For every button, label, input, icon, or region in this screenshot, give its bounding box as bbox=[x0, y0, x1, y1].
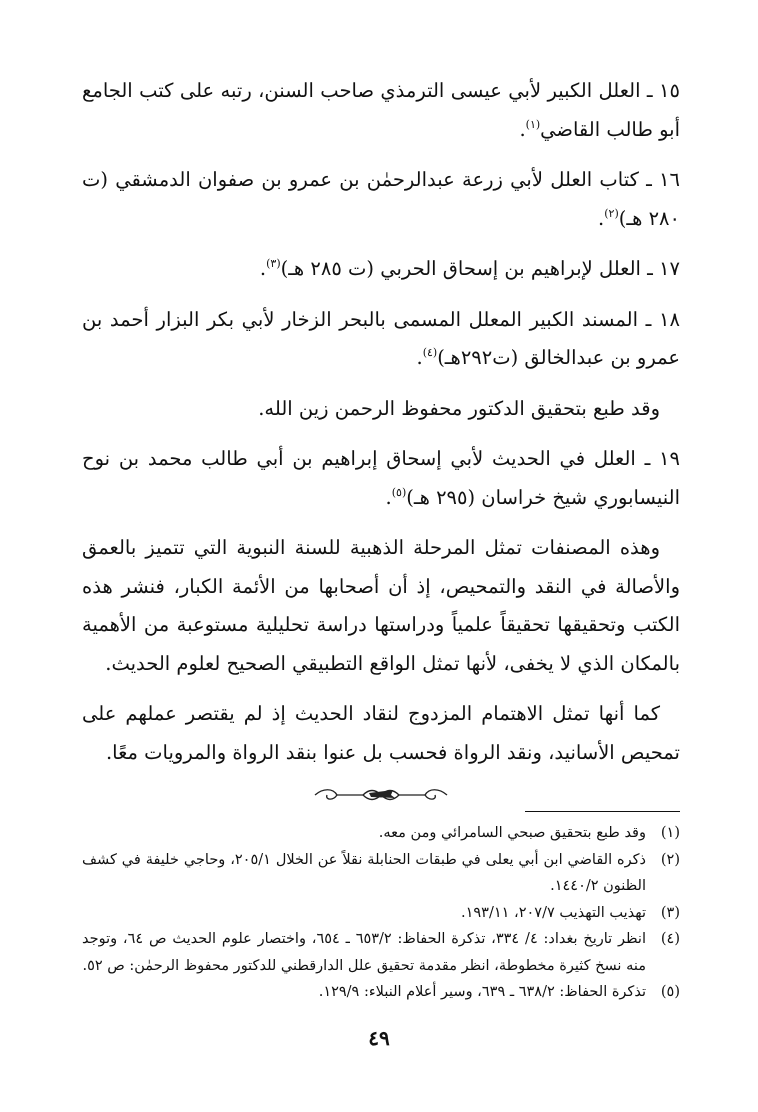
paragraph-item-16: ١٦ ـ كتاب العلل لأبي زرعة عبدالرحمٰن بن عمرو بن صفوان الدمشقي (ت ٢٨٠ هـ)$^{(٢)}$. bbox=[82, 168, 680, 230]
paragraph-item-19: ١٩ ـ العلل في الحديث لأبي إسحاق إبراهيم بن أبي طالب محمد بن نوح النيسابوري شيخ خراسان (٢٩٥ هـ)$^{(٥)}$. bbox=[82, 447, 680, 509]
footnote-ref[interactable]: (٥) bbox=[391, 485, 407, 499]
footnote-text: وقد طبع بتحقيق صبحي السامرائي ومن معه. bbox=[378, 825, 646, 841]
footnote-item bbox=[82, 847, 680, 900]
footnote-text: تهذيب التهذيب ٢٠٧/٧، ١٩٣/١١. bbox=[461, 904, 646, 921]
decorative-flourish-icon bbox=[311, 784, 451, 806]
paragraph-dual-interest: كما أنها تمثل الاهتمام المزدوج لنقاد الحديث إذ لم يقتصر عملهم على تمحيص الأسانيد، ونقد الرواة فحسب بل عنوا بنقد الرواة والمرويات معًا. bbox=[82, 702, 680, 764]
footnote-number: (١) bbox=[660, 825, 680, 841]
paragraph-item-15: ١٥ ـ العلل الكبير لأبي عيسى الترمذي صاحب السنن، رتبه على كتب الجامع أبو طالب القاضي$^{(١)}$. bbox=[82, 79, 680, 141]
paragraph-item-17: ١٧ ـ العلل لإبراهيم بن إسحاق الحربي (ت ٢٨٥ هـ)$^{(٣)}$. bbox=[259, 257, 680, 280]
main-text bbox=[82, 72, 680, 806]
footnote-ref[interactable]: (٤) bbox=[422, 346, 438, 359]
footnote-number: (٥) bbox=[660, 984, 680, 1000]
footnotes bbox=[82, 820, 680, 1006]
footnote-ref[interactable]: (٢) bbox=[604, 206, 619, 220]
footnote-text: ذكره القاضي ابن أبي يعلى في طبقات الحنابلة نقلاً عن الخلال ٢٠٥/١، وحاجي خليفة في كشف الظنون ١٤٤٠/٢. bbox=[82, 851, 646, 894]
footnote-text: انظر تاريخ بغداد: ٤/ ٣٣٤، تذكرة الحفاظ: ٦٥٣/٢ ـ ٦٥٤، واختصار علوم الحديث ص ٦٤، وتوجد منه نسخ كثيرة مخطوطة، انظر مقدمة تحقيق علل الدارقطني للدكتور محفوظ الرحمٰن: ص ٥٢. bbox=[82, 931, 646, 974]
paragraph-item-18: ١٨ ـ المسند الكبير المعلل المسمى بالبحر الزخار لأبي بكر البزار أحمد بن عمرو بن عبدالخالق (ت٢٩٢هـ)$^{(٤)}$. bbox=[82, 307, 680, 369]
footnote-separator bbox=[525, 811, 680, 812]
page-number: ٤٩ bbox=[368, 1026, 390, 1050]
footnote-item bbox=[82, 926, 680, 979]
footnote-number: (٣) bbox=[660, 904, 680, 921]
footnote-text: تذكرة الحفاظ: ٦٣٨/٢ ـ ٦٣٩، وسير أعلام النبلاء: ١٢٩/٩. bbox=[318, 984, 646, 1000]
footnote-ref[interactable]: (١) bbox=[525, 117, 541, 131]
footnote-item bbox=[82, 900, 680, 927]
footnote-number: (٤) bbox=[660, 931, 680, 947]
footnote-number: (٢) bbox=[660, 851, 680, 868]
footnote-ref[interactable]: (٣) bbox=[266, 257, 281, 270]
footnote-item bbox=[82, 979, 680, 1006]
paragraph-golden-era: وهذه المصنفات تمثل المرحلة الذهبية للسنة النبوية التي تتميز بالعمق والأصالة في النقد والتمحيص، إذ أن أصحابها من الأئمة الكبار، فنشر هذه الكتب وتحقيقها تحقيقاً علمياً ودراستها دراسة تحليلية مستوعبة من الأهمية بالمكان الذي لا يخفى، لأنها تمثل الواقع التطبيقي الصحيح لعلوم الحديث. bbox=[82, 536, 680, 675]
paragraph-print-note: وقد طبع بتحقيق الدكتور محفوظ الرحمن زين الله. bbox=[258, 396, 660, 420]
footnote-item bbox=[82, 820, 680, 847]
